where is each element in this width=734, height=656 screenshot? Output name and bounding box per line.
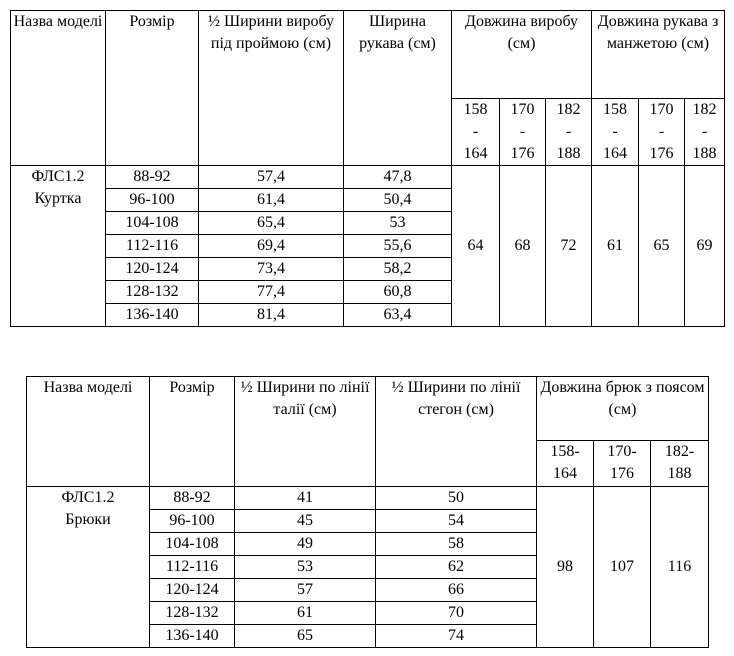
header-half-width-armhole: ½ Ширини виробу під проймою (см)	[199, 11, 344, 166]
jacket-size-table	[10, 10, 725, 327]
sleeve-width-cell: 50,4	[344, 189, 452, 212]
size-cell: 120-124	[150, 579, 235, 602]
header-product-length: Довжина виробу (см)	[452, 11, 592, 99]
height-group-cell	[500, 99, 546, 166]
sleeve-width-cell: 63,4	[344, 304, 452, 327]
size-cell: 120-124	[106, 258, 199, 281]
model-code: ФЛС1.2	[61, 489, 115, 506]
sleeve-length-cell: 69	[685, 166, 725, 327]
model-cell	[11, 166, 106, 327]
size-cell: 88-92	[106, 166, 199, 189]
waist-cell: 61	[235, 602, 376, 625]
size-cell: 96-100	[106, 189, 199, 212]
sleeve-width-cell: 53	[344, 212, 452, 235]
sleeve-width-cell: 58,2	[344, 258, 452, 281]
header-half-hip: ½ Ширини по лінії стегон (см)	[376, 377, 537, 487]
waist-cell: 65	[235, 625, 376, 648]
hip-cell: 66	[376, 579, 537, 602]
size-cell: 112-116	[106, 235, 199, 258]
sleeve-length-cell: 65	[639, 166, 685, 327]
size-cell: 96-100	[150, 510, 235, 533]
height-group-cell	[651, 441, 709, 487]
height-to: 164	[603, 145, 628, 162]
height-dash: -	[472, 123, 479, 140]
header-sleeve-width: Ширина рукава (см)	[344, 11, 452, 166]
sleeve-width-cell: 47,8	[344, 166, 452, 189]
height-dash: -	[612, 123, 618, 140]
waist-cell: 49	[235, 533, 376, 556]
half-width-cell: 65,4	[199, 212, 344, 235]
height-dash: -	[701, 123, 708, 140]
height-group-cell	[594, 441, 651, 487]
height-from: 182-	[664, 443, 695, 460]
model-code: ФЛС1.2	[31, 168, 85, 185]
waist-cell: 53	[235, 556, 376, 579]
waist-cell: 57	[235, 579, 376, 602]
height-group-cell	[452, 99, 500, 166]
height-dash: -	[565, 123, 572, 140]
height-to: 176	[510, 145, 535, 162]
size-cell: 104-108	[150, 533, 235, 556]
height-from: 158-	[550, 443, 580, 460]
height-dash: -	[658, 123, 665, 140]
height-to: 176	[610, 465, 634, 482]
half-width-cell: 77,4	[199, 281, 344, 304]
half-width-cell: 81,4	[199, 304, 344, 327]
trouser-length-cell: 107	[594, 487, 651, 648]
hip-cell: 74	[376, 625, 537, 648]
sleeve-length-cell: 61	[592, 166, 639, 327]
height-from: 158	[603, 101, 628, 118]
height-to: 176	[649, 145, 674, 162]
half-width-cell: 57,4	[199, 166, 344, 189]
height-to: 188	[692, 145, 717, 162]
half-width-cell: 69,4	[199, 235, 344, 258]
height-to: 164	[553, 465, 577, 482]
header-sleeve-length-cuff: Довжина рукава з манжетою (см)	[592, 11, 725, 99]
size-cell: 136-140	[150, 625, 235, 648]
product-length-cell: 64	[452, 166, 500, 327]
trousers-size-table	[26, 376, 709, 648]
trouser-length-cell: 98	[537, 487, 594, 648]
half-width-cell: 73,4	[199, 258, 344, 281]
height-from: 170	[649, 101, 674, 118]
size-cell: 88-92	[150, 487, 235, 510]
height-group-cell	[685, 99, 725, 166]
size-cell: 112-116	[150, 556, 235, 579]
product-length-cell: 72	[546, 166, 592, 327]
height-to: 188	[556, 145, 581, 162]
hip-cell: 70	[376, 602, 537, 625]
product-length-cell: 68	[500, 166, 546, 327]
header-model-name: Назва моделі	[27, 377, 150, 487]
height-from: 170	[510, 101, 535, 118]
trouser-length-cell: 116	[651, 487, 709, 648]
hip-cell: 62	[376, 556, 537, 579]
half-width-cell: 61,4	[199, 189, 344, 212]
header-size: Розмір	[106, 11, 199, 166]
height-from: 182	[556, 101, 581, 118]
hip-cell: 50	[376, 487, 537, 510]
hip-cell: 58	[376, 533, 537, 556]
header-trouser-length: Довжина брюк з поясом (см)	[537, 377, 709, 441]
height-from: 158	[463, 101, 488, 118]
height-group-cell	[546, 99, 592, 166]
height-group-cell	[592, 99, 639, 166]
header-model-name: Назва моделі	[11, 11, 106, 166]
hip-cell: 54	[376, 510, 537, 533]
size-cell: 136-140	[106, 304, 199, 327]
height-from: 182	[692, 101, 717, 118]
size-cell: 104-108	[106, 212, 199, 235]
height-dash: -	[519, 123, 526, 140]
waist-cell: 45	[235, 510, 376, 533]
height-to: 164	[463, 145, 488, 162]
model-type: Брюки	[65, 511, 111, 528]
header-size: Розмір	[150, 377, 235, 487]
size-cell: 128-132	[150, 602, 235, 625]
sleeve-width-cell: 55,6	[344, 235, 452, 258]
model-cell	[27, 487, 150, 648]
model-type: Куртка	[34, 190, 82, 207]
size-cell: 128-132	[106, 281, 199, 304]
header-half-waist: ½ Ширини по лінії талії (см)	[235, 377, 376, 487]
height-to: 188	[667, 465, 692, 482]
height-group-cell	[537, 441, 594, 487]
waist-cell: 41	[235, 487, 376, 510]
height-from: 170-	[607, 443, 637, 460]
height-group-cell	[639, 99, 685, 166]
sleeve-width-cell: 60,8	[344, 281, 452, 304]
